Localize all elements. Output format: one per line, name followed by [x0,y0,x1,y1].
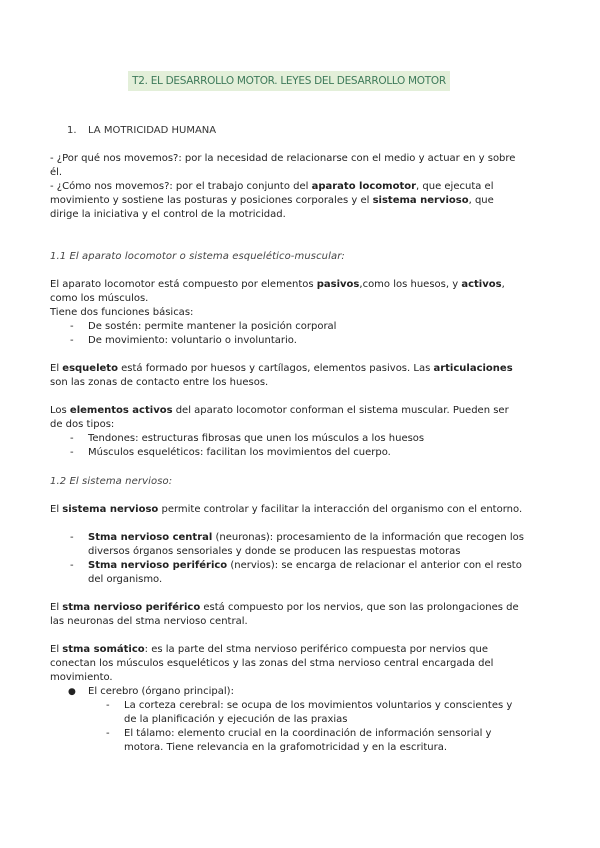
peripheral-nervous-item-line2: del organismo. [88,574,163,585]
intro-q2-line3: dirige la iniciativa y el control de la motricidad. [50,209,286,220]
p-locomotor-line3: Tiene dos funciones básicas: [50,307,194,318]
dash-marker: - [70,321,74,332]
function-item: De movimiento: voluntario o involuntario. [88,335,297,346]
dash-marker: - [70,447,74,458]
p-activos-line2: de dos tipos: [50,419,115,430]
function-item: De sostén: permite mantener la posición corporal [88,321,337,332]
muscle-type-item: Músculos esqueléticos: facilitan los movimientos del cuerpo. [88,447,391,458]
intro-q1-line1: - ¿Por qué nos movemos?: por la necesidad de relacionarse con el medio y actuar en y sobre [50,153,516,164]
p-locomotor-line1: El aparato locomotor está compuesto por elementos pasivos,como los huesos, y activos, [50,279,505,290]
dash-marker: - [70,433,74,444]
section-number: 1. [67,125,77,136]
dash-marker: - [70,560,74,571]
central-nervous-item-line2: diversos órganos sensoriales y donde se producen las respuestas motoras [88,546,461,557]
thalamus-item-line1: El tálamo: elemento crucial en la coordinación de información sensorial y [124,728,492,739]
subsection-1-2-heading: 1.2 El sistema nervioso: [50,476,173,487]
p-somatico-line1: El stma somático: es la parte del stma nervioso periférico compuesta por nervios que [50,644,489,655]
dash-marker: - [106,700,110,711]
p-periferico-line2: las neuronas del stma nervioso central. [50,616,248,627]
intro-q2-line2: movimiento y sostiene las posturas y posiciones corporales y el sistema nervioso, que [50,195,494,206]
central-nervous-item-line1: Stma nervioso central (neuronas): procesamiento de la información que recogen los [88,532,524,543]
section-heading: LA MOTRICIDAD HUMANA [88,125,217,136]
subsection-1-1-heading: 1.1 El aparato locomotor o sistema esquelético-muscular: [50,251,345,262]
muscle-type-item: Tendones: estructuras fibrosas que unen los músculos a los huesos [88,433,425,444]
p-locomotor-line2: como los músculos. [50,293,149,304]
p-somatico-line3: movimiento. [50,672,113,683]
p-activos-line1: Los elementos activos del aparato locomotor conforman el sistema muscular. Pueden ser [50,405,509,416]
cortex-item-line1: La corteza cerebral: se ocupa de los movimientos voluntarios y conscientes y [124,700,513,711]
p-sistema-nervioso: El sistema nervioso permite controlar y facilitar la interacción del organismo con el entorno. [50,504,523,515]
p-esqueleto-line1: El esqueleto está formado por huesos y cartílagos, elementos pasivos. Las articulaciones [50,363,513,374]
p-esqueleto-line2: son las zonas de contacto entre los huesos. [50,377,269,388]
p-periferico-line1: El stma nervioso periférico está compuesto por los nervios, que son las prolongaciones de [50,602,519,613]
intro-q2-line1: - ¿Cómo nos movemos?: por el trabajo conjunto del aparato locomotor, que ejecuta el [50,181,494,192]
dash-marker: - [70,335,74,346]
peripheral-nervous-item-line1: Stma nervioso periférico (nervios): se encarga de relacionar el anterior con el resto [88,560,522,571]
p-somatico-line2: conectan los músculos esqueléticos y las zonas del stma nervioso central encargada del [50,658,494,669]
intro-q1-line2: él. [50,167,63,178]
document-title: T2. EL DESARROLLO MOTOR. LEYES DEL DESARROLLO MOTOR [128,71,450,91]
thalamus-item-line2: motora. Tiene relevancia en la grafomotricidad y en la escritura. [124,742,448,753]
bullet-icon: ● [68,687,76,697]
brain-item: El cerebro (órgano principal): [88,686,234,697]
dash-marker: - [106,728,110,739]
cortex-item-line2: de la planificación y ejecución de las praxias [124,714,348,725]
dash-marker: - [70,532,74,543]
